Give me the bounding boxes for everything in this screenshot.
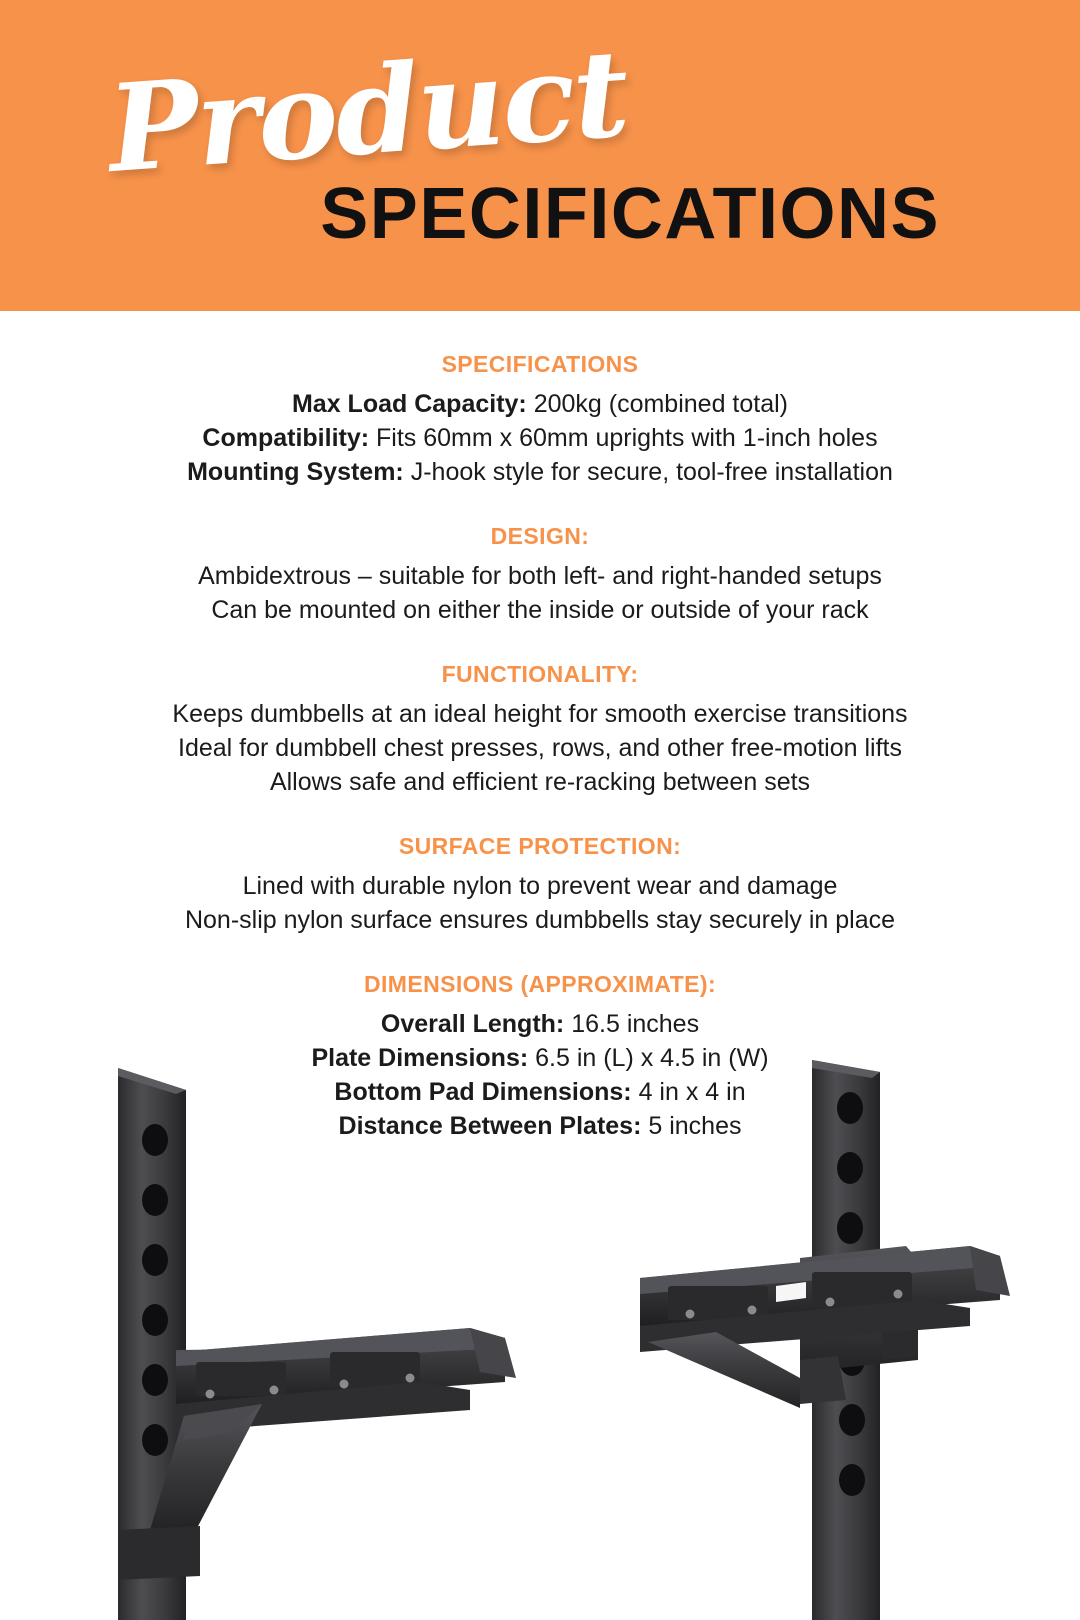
- spec-value: J-hook style for secure, tool-free installation: [403, 458, 893, 486]
- section-heading: DESIGN:: [490, 523, 590, 549]
- spec-value: 6.5 in (L) x 4.5 in (W): [528, 1044, 769, 1072]
- product-unit-right: [640, 1060, 1010, 1620]
- section-heading: SURFACE PROTECTION:: [398, 833, 682, 859]
- section-functionality: [60, 661, 1020, 799]
- spec-line: Non-slip nylon surface ensures dumbbells stay securely in place: [184, 906, 896, 934]
- header-banner: [0, 0, 1080, 311]
- product-illustration: [0, 1060, 1080, 1620]
- spec-label: Bottom Pad Dimensions:: [334, 1078, 632, 1106]
- product-photo-area: [0, 1060, 1080, 1620]
- spec-line: [60, 387, 1020, 421]
- section-heading: SPECIFICATIONS: [441, 351, 639, 377]
- spec-label: Distance Between Plates:: [338, 1112, 642, 1140]
- spec-value: 16.5 inches: [564, 1010, 700, 1038]
- header-script-title: Product: [103, 23, 632, 200]
- header-inner: [0, 0, 1080, 311]
- spec-line: Ambidextrous – suitable for both left- and right-handed setups: [198, 562, 882, 590]
- spec-line: [60, 1007, 1020, 1041]
- section-heading: DIMENSIONS (APPROXIMATE):: [363, 971, 717, 997]
- spec-label: Plate Dimensions:: [311, 1044, 529, 1072]
- spec-label: Overall Length:: [380, 1010, 565, 1038]
- spec-value: Fits 60mm x 60mm uprights with 1-inch holes: [369, 424, 878, 452]
- spec-value: 200kg (combined total): [526, 390, 789, 418]
- spec-line: [60, 455, 1020, 489]
- section-design: [60, 523, 1020, 627]
- header-block-title: SPECIFICATIONS: [320, 174, 940, 254]
- spec-value: 4 in x 4 in: [631, 1078, 746, 1106]
- spec-line: Keeps dumbbells at an ideal height for smooth exercise transitions: [172, 700, 908, 728]
- spec-line: Can be mounted on either the inside or outside of your rack: [211, 596, 869, 624]
- spec-line: Ideal for dumbbell chest presses, rows, and other free-motion lifts: [178, 734, 902, 762]
- spec-label: Compatibility:: [202, 424, 370, 452]
- section-heading: FUNCTIONALITY:: [441, 661, 639, 687]
- section-specifications: [60, 351, 1020, 489]
- spec-line: Allows safe and efficient re-racking between sets: [269, 768, 811, 796]
- product-unit-left: [118, 1068, 516, 1620]
- specifications-content: [0, 311, 1080, 1143]
- spec-line: Lined with durable nylon to prevent wear and damage: [242, 872, 838, 900]
- section-surface-protection: [60, 833, 1020, 937]
- spec-label: Max Load Capacity:: [291, 390, 527, 418]
- spec-value: 5 inches: [641, 1112, 742, 1140]
- spec-label: Mounting System:: [187, 458, 404, 486]
- spec-line: [60, 421, 1020, 455]
